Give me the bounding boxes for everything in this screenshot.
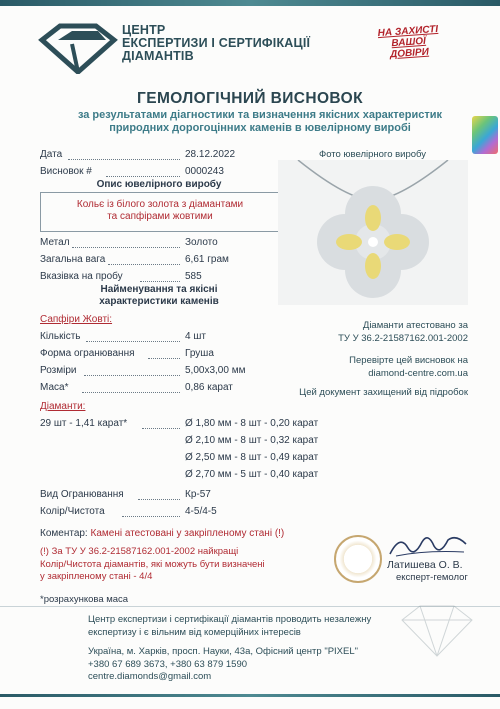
weight-label: Загальна вага — [40, 254, 106, 265]
diamond-logo-icon — [38, 22, 118, 74]
diamond-color-label: Колір/Чистота — [40, 506, 105, 517]
organization-name — [122, 24, 310, 63]
verify-note-1: Перевірте цей висновок на — [349, 355, 468, 366]
assay-label: Вказівка на пробу — [40, 271, 123, 282]
sapphire-mass-value: 0,86 карат — [185, 382, 233, 393]
footer-contacts — [88, 646, 358, 684]
divider — [122, 516, 180, 517]
attest-note-2: ТУ У 36.2-21587162.001-2002 — [338, 333, 468, 344]
comment-label: Коментар: — [40, 528, 88, 539]
characteristics-title-1: Найменування та якісні — [100, 284, 218, 295]
comment-text: Камені атестовані у закріпленому стані (!) — [90, 528, 285, 539]
footer-line-1: Центр експертизи і сертифікації діамантів проводить незалежну — [88, 614, 372, 625]
sapphire-size-value: 5,00х3,00 мм — [185, 365, 246, 376]
divider — [142, 428, 180, 429]
sapphire-mass-label: Маса* — [40, 382, 69, 393]
org-line-3: ДІАМАНТІВ — [122, 49, 194, 63]
remark-block — [40, 546, 265, 584]
stamp-line-1: НА ЗАХИСТІ — [377, 23, 439, 40]
comment-line — [40, 528, 284, 539]
conclusion-value: 0000243 — [185, 166, 224, 177]
assay-value: 585 — [185, 271, 202, 282]
signature-icon — [386, 530, 470, 562]
divider — [148, 358, 180, 359]
sapphire-cut-value: Груша — [185, 348, 214, 359]
divider — [138, 499, 180, 500]
divider — [86, 341, 180, 342]
sapphire-qty-label: Кількість — [40, 331, 81, 342]
divider — [72, 247, 180, 248]
sapphire-cut-label: Форма огранювання — [40, 348, 135, 359]
attest-note-1: Діаманти атестовано за — [362, 320, 468, 331]
footer-address: Україна, м. Харків, просп. Науки, 43а, Офісний центр "PIXEL" — [88, 646, 359, 657]
description-box — [40, 192, 280, 232]
document-subtitle: за результатами діагностики та визначення якісних характеристик природних дорогоцінних каменів в ювелірному виробі — [77, 109, 443, 134]
remark-line-3: у закріпленому стані - 4/4 — [40, 571, 153, 582]
date-value: 28.12.2022 — [185, 149, 236, 160]
top-border — [0, 0, 500, 6]
red-stamp — [363, 23, 456, 71]
bottom-border — [0, 694, 500, 697]
diamond-line-3: Ø 2,50 мм - 8 шт - 0,49 карат — [185, 452, 319, 463]
sapphires-heading: Сапфіри Жовті: — [40, 314, 113, 325]
characteristics-title — [40, 284, 278, 308]
divider — [84, 375, 180, 376]
conclusion-label: Висновок # — [40, 166, 92, 177]
footer-email[interactable]: centre.diamonds@gmail.com — [88, 671, 212, 682]
document-title: ГЕМОЛОГІЧНИЙ ВИСНОВОК — [137, 90, 363, 107]
remark-line-2: Колір/Чистота діамантів, які можуть бути визначені — [40, 558, 265, 570]
description-text-2: та сапфірами жовтими — [107, 211, 213, 222]
photo-caption: Фото ювелірного виробу — [318, 149, 427, 160]
org-line-1: ЦЕНТР — [122, 23, 166, 37]
divider — [68, 159, 180, 160]
divider — [82, 392, 180, 393]
weight-value: 6,61 грам — [185, 254, 229, 265]
divider — [106, 176, 180, 177]
characteristics-title-2: характеристики каменів — [99, 296, 219, 307]
expert-title: експерт-гемолог — [396, 572, 468, 583]
diamonds-total-label: 29 шт - 1,41 карат* — [40, 418, 128, 429]
seal-icon — [334, 535, 382, 583]
org-line-2: ЕКСПЕРТИЗИ І СЕРТИФІКАЦІЇ — [122, 36, 311, 50]
diamonds-heading: Діаманти: — [40, 401, 86, 412]
footer-statement — [88, 614, 371, 639]
diamond-watermark-icon — [392, 600, 482, 660]
description-title: Опис ювелірного виробу — [96, 179, 222, 190]
stamp-line-2: ВАШОЇ — [391, 35, 427, 50]
remark-line-1: (!) За ТУ У 36.2-21587162.001-2002 найкращі — [40, 546, 239, 557]
metal-value: Золото — [185, 237, 218, 248]
footer-line-2: експертизу і є вільним від комерційних інтересів — [88, 626, 301, 638]
footer-phones: +380 67 689 3673, +380 63 879 1590 — [88, 658, 248, 670]
sapphire-size-label: Розміри — [40, 365, 77, 376]
sapphire-qty-value: 4 шт — [185, 331, 206, 342]
diamond-line-4: Ø 2,70 мм - 5 шт - 0,40 карат — [185, 469, 319, 480]
divider — [108, 264, 180, 265]
estimated-note: *розрахункова маса — [40, 594, 129, 605]
jewelry-photo — [278, 160, 468, 305]
diamond-color-value: 4-5/4-5 — [185, 506, 217, 517]
hologram-sticker — [472, 116, 498, 154]
verify-link[interactable]: diamond-centre.com.ua — [368, 368, 468, 379]
diamond-line-1: Ø 1,80 мм - 8 шт - 0,20 карат — [185, 418, 319, 429]
diamond-line-2: Ø 2,10 мм - 8 шт - 0,32 карат — [185, 435, 319, 446]
protect-note: Цей документ захищений від підробок — [299, 387, 468, 398]
date-label: Дата — [40, 149, 63, 160]
divider — [140, 281, 180, 282]
stamp-line-3: ДОВІРИ — [389, 46, 430, 61]
diamond-cut-value: Кр-57 — [185, 489, 211, 500]
expert-name: Латишева О. В. — [387, 559, 463, 571]
metal-label: Метал — [40, 237, 70, 248]
description-text-1: Кольє із білого золота з діамантами — [76, 199, 244, 210]
diamond-cut-label: Вид Огранювання — [40, 489, 124, 500]
